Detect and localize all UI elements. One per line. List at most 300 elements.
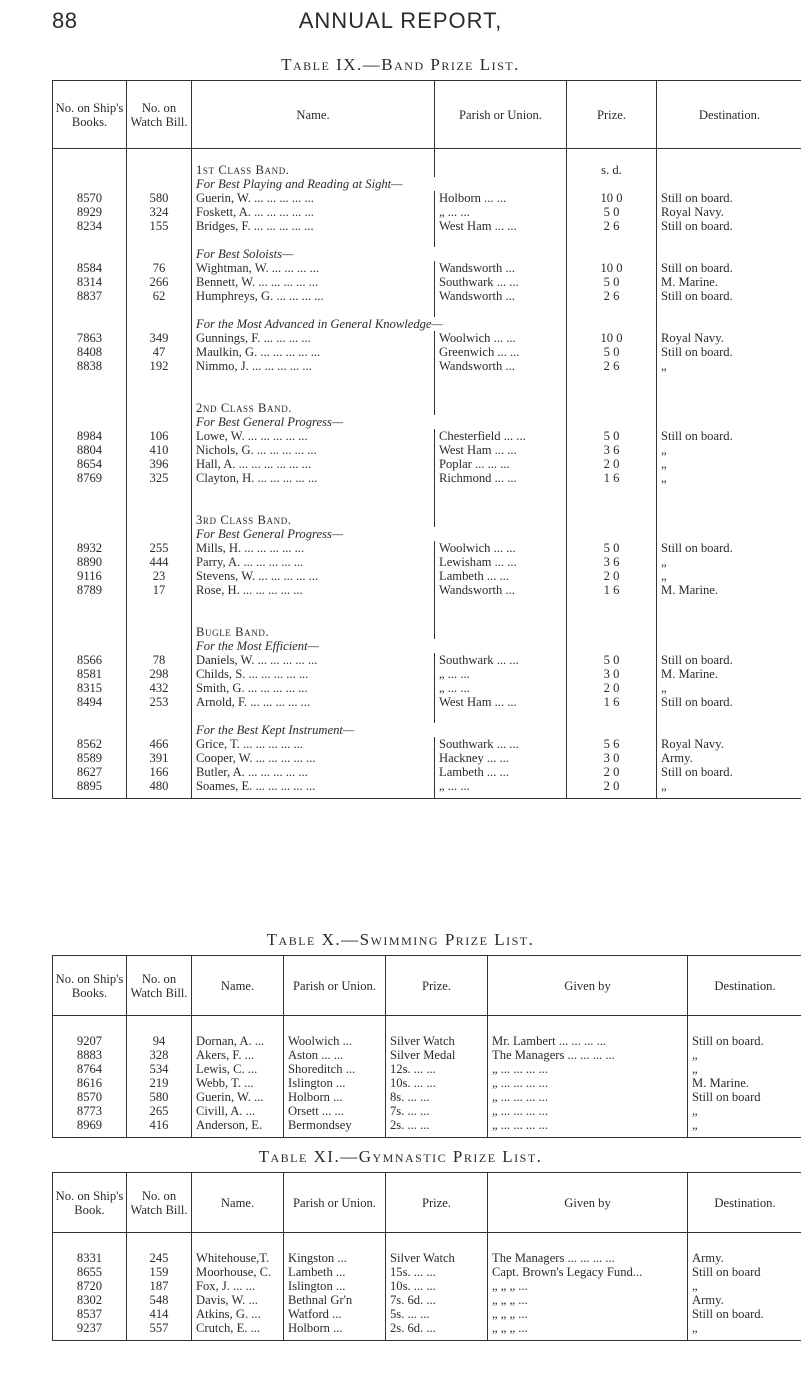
table-cell: 8494 (53, 695, 127, 709)
cell (567, 177, 657, 191)
table-cell: Moorhouse, C. (192, 1265, 284, 1279)
table-cell: „ „ „ ... (488, 1293, 688, 1307)
table-cell: 325 (127, 471, 192, 485)
table-cell: Lambeth ... (284, 1265, 386, 1279)
cell (567, 247, 657, 261)
table-cell: 7863 (53, 331, 127, 345)
table-cell: 8764 (53, 1062, 127, 1076)
table-cell: Civill, A. ... (192, 1104, 284, 1118)
table-row (53, 765, 801, 779)
spacer-cell (127, 1335, 192, 1341)
cell (657, 247, 801, 261)
section-subheading: For the Most Advanced in General Knowledge— (192, 317, 567, 331)
spacer-cell (657, 793, 801, 799)
spacer-cell (53, 597, 127, 625)
column-header: No. on Watch Bill. (127, 1173, 192, 1233)
cell (127, 415, 192, 429)
spacer-cell (284, 1132, 386, 1138)
table-cell: 47 (127, 345, 192, 359)
table-cell: 8589 (53, 751, 127, 765)
cell (657, 177, 801, 191)
table-row (53, 331, 801, 345)
table-cell: „ (657, 569, 801, 583)
spacer-cell (657, 373, 801, 401)
table-cell: Holborn ... ... (435, 191, 567, 205)
table-cell: „ ... ... (435, 667, 567, 681)
table-xi-title: Table XI.—Gymnastic Prize List. (258, 1147, 543, 1166)
spacer-cell (127, 1016, 192, 1034)
table-row (53, 261, 801, 275)
cell (53, 625, 127, 639)
table-cell: 8331 (53, 1251, 127, 1265)
table-cell: 8838 (53, 359, 127, 373)
spacer-cell (435, 303, 567, 317)
section-heading: 2nd Class Band. (192, 401, 435, 415)
spacer-cell (284, 1335, 386, 1341)
table-cell: 432 (127, 681, 192, 695)
table-cell: 166 (127, 765, 192, 779)
spacer-cell (192, 149, 435, 163)
column-header: Parish or Union. (284, 956, 386, 1016)
table-cell: „ (688, 1279, 801, 1293)
table-cell: Lewis, C. ... (192, 1062, 284, 1076)
table-cell: 187 (127, 1279, 192, 1293)
table-cell: Woolwich ... (284, 1034, 386, 1048)
table-cell: 3 6 (567, 443, 657, 457)
cell (657, 415, 801, 429)
spacer-cell (488, 1335, 688, 1341)
table-row (53, 653, 801, 667)
spacer-cell (127, 1233, 192, 1251)
table-cell: 396 (127, 457, 192, 471)
table-cell: 8984 (53, 429, 127, 443)
table-cell: Butler, A. ... ... ... ... ... (192, 765, 435, 779)
table-row (53, 583, 801, 597)
table-cell: Guerin, W. ... (192, 1090, 284, 1104)
table-cell: „ ... ... ... ... (488, 1104, 688, 1118)
table-cell: Watford ... (284, 1307, 386, 1321)
spacer-cell (53, 373, 127, 401)
table-row (53, 289, 801, 303)
spacer-cell (127, 303, 192, 317)
table-cell: 78 (127, 653, 192, 667)
table-cell: Webb, T. ... (192, 1076, 284, 1090)
column-header: Name. (192, 956, 284, 1016)
table-cell: 8890 (53, 555, 127, 569)
spacer-cell (567, 303, 657, 317)
cell (53, 177, 127, 191)
table-cell: 3 0 (567, 751, 657, 765)
spacer-cell (127, 597, 192, 625)
table-cell: 8562 (53, 737, 127, 751)
spacer-cell (192, 1233, 284, 1251)
cell (53, 401, 127, 415)
table-cell: Still on board. (657, 653, 801, 667)
table-cell: Smith, G. ... ... ... ... ... (192, 681, 435, 695)
cell (567, 415, 657, 429)
table-cell: Still on board. (657, 345, 801, 359)
table-cell: „ ... ... ... ... (488, 1090, 688, 1104)
table-cell: „ (657, 681, 801, 695)
table-cell: Richmond ... ... (435, 471, 567, 485)
spacer-cell (192, 233, 435, 247)
table-cell: Shoreditch ... (284, 1062, 386, 1076)
table-cell: 8584 (53, 261, 127, 275)
table-row (53, 471, 801, 485)
table-cell: 324 (127, 205, 192, 219)
table-cell: 414 (127, 1307, 192, 1321)
cell (657, 513, 801, 527)
table-cell: 5 0 (567, 345, 657, 359)
table-cell: „ „ „ ... (488, 1307, 688, 1321)
table-row (53, 1062, 801, 1076)
spacer-cell (192, 303, 435, 317)
table-cell: Davis, W. ... (192, 1293, 284, 1307)
table-cell: „ ... ... (435, 681, 567, 695)
table-cell: Atkins, G. ... (192, 1307, 284, 1321)
table-cell: 8895 (53, 779, 127, 793)
table-row (53, 275, 801, 289)
spacer-cell (435, 597, 567, 625)
column-header: Prize. (386, 1173, 488, 1233)
table-cell: Nichols, G. ... ... ... ... ... (192, 443, 435, 457)
table-cell: Still on board. (688, 1034, 801, 1048)
table-cell: 1 6 (567, 583, 657, 597)
table-cell: Still on board. (657, 541, 801, 555)
table-cell: 557 (127, 1321, 192, 1335)
table-cell: 8315 (53, 681, 127, 695)
table-cell: 8570 (53, 1090, 127, 1104)
spacer-cell (127, 233, 192, 247)
cell (127, 625, 192, 639)
cell (657, 163, 801, 177)
table-cell: M. Marine. (657, 667, 801, 681)
table-cell: Poplar ... ... ... (435, 457, 567, 471)
spacer-cell (53, 793, 127, 799)
table-cell: 548 (127, 1293, 192, 1307)
table-cell: Still on board. (657, 191, 801, 205)
spacer-cell (386, 1016, 488, 1034)
spacer-cell (192, 1132, 284, 1138)
spacer-cell (567, 373, 657, 401)
table-cell: „ (657, 779, 801, 793)
table-row (53, 205, 801, 219)
table-cell: 8627 (53, 765, 127, 779)
spacer-cell (567, 597, 657, 625)
table-cell: 8932 (53, 541, 127, 555)
table-cell: 391 (127, 751, 192, 765)
spacer-cell (127, 373, 192, 401)
table-cell: 94 (127, 1034, 192, 1048)
table-cell: Stevens, W. ... ... ... ... ... (192, 569, 435, 583)
spacer-cell (192, 485, 435, 513)
table-cell: 410 (127, 443, 192, 457)
cell (53, 639, 127, 653)
spacer-cell (435, 233, 567, 247)
table-row (53, 443, 801, 457)
table-cell: Gunnings, F. ... ... ... ... (192, 331, 435, 345)
table-cell: Whitehouse,T. (192, 1251, 284, 1265)
table-cell: Kingston ... (284, 1251, 386, 1265)
spacer-cell (688, 1016, 801, 1034)
spacer-cell (657, 303, 801, 317)
table-cell: 12s. ... ... (386, 1062, 488, 1076)
spacer-cell (657, 485, 801, 513)
table-cell: Lambeth ... ... (435, 765, 567, 779)
running-head: ANNUAL REPORT, (298, 8, 503, 33)
table-cell: 349 (127, 331, 192, 345)
table-cell: „ (688, 1118, 801, 1132)
table-row (53, 667, 801, 681)
table-cell: Islington ... (284, 1279, 386, 1293)
table-cell: 255 (127, 541, 192, 555)
table-cell: Clayton, H. ... ... ... ... ... (192, 471, 435, 485)
cell (657, 317, 801, 331)
spacer-cell (127, 149, 192, 163)
table-cell: West Ham ... ... (435, 219, 567, 233)
table-cell: Royal Navy. (657, 331, 801, 345)
cell (567, 723, 657, 737)
prize-units (567, 513, 657, 527)
cell (127, 401, 192, 415)
table-cell: 2 6 (567, 219, 657, 233)
column-header: Prize. (386, 956, 488, 1016)
cell (127, 723, 192, 737)
table-cell: The Managers ... ... ... ... (488, 1048, 688, 1062)
table-cell: 444 (127, 555, 192, 569)
table-cell: Bennett, W. ... ... ... ... ... (192, 275, 435, 289)
table-cell: 9116 (53, 569, 127, 583)
column-header: No. on Watch Bill. (127, 81, 192, 149)
prize-units (567, 401, 657, 415)
cell (657, 625, 801, 639)
table-cell: Silver Medal (386, 1048, 488, 1062)
spacer-cell (53, 1132, 127, 1138)
table-cell: „ ... ... (435, 779, 567, 793)
spacer-cell (657, 709, 801, 723)
cell (127, 317, 192, 331)
table-cell: Aston ... ... (284, 1048, 386, 1062)
table-cell: Silver Watch (386, 1251, 488, 1265)
table-cell: „ (688, 1321, 801, 1335)
table-cell: 8804 (53, 443, 127, 457)
table-cell: „ (657, 471, 801, 485)
table-cell: 8789 (53, 583, 127, 597)
table-cell: Southwark ... ... (435, 653, 567, 667)
table-cell: Woolwich ... ... (435, 331, 567, 345)
table-cell: 10 0 (567, 331, 657, 345)
table-cell: 5 0 (567, 205, 657, 219)
column-header: Destination. (688, 1173, 801, 1233)
cell (127, 247, 192, 261)
table-cell: 10s. ... ... (386, 1076, 488, 1090)
table-cell: 155 (127, 219, 192, 233)
column-header: Given by (488, 956, 688, 1016)
table-cell: Capt. Brown's Legacy Fund... (488, 1265, 688, 1279)
cell (53, 415, 127, 429)
table-row (53, 681, 801, 695)
table-cell: 2 6 (567, 359, 657, 373)
table-cell: Lewisham ... ... (435, 555, 567, 569)
table-cell: M. Marine. (657, 275, 801, 289)
table-cell: 8314 (53, 275, 127, 289)
table-cell: 8773 (53, 1104, 127, 1118)
table-cell: Southwark ... ... (435, 737, 567, 751)
table-cell: Soames, E. ... ... ... ... ... (192, 779, 435, 793)
table-cell: Still on board (688, 1090, 801, 1104)
table-cell: 62 (127, 289, 192, 303)
column-header: No. on Ship's Books. (53, 956, 127, 1016)
table-row (53, 1279, 801, 1293)
spacer-cell (53, 149, 127, 163)
table-cell: Wandsworth ... (435, 583, 567, 597)
table-cell: 76 (127, 261, 192, 275)
table-cell: Bethnal Gr'n (284, 1293, 386, 1307)
table-row (53, 1090, 801, 1104)
section-subheading: For Best General Progress— (192, 527, 567, 541)
table-cell: „ (688, 1104, 801, 1118)
table-cell: 5s. ... ... (386, 1307, 488, 1321)
section-heading: 3rd Class Band. (192, 513, 435, 527)
table-cell: 10s. ... ... (386, 1279, 488, 1293)
table-cell: Maulkin, G. ... ... ... ... ... (192, 345, 435, 359)
table-cell: Still on board. (657, 765, 801, 779)
prize-units (567, 625, 657, 639)
table-cell: Grice, T. ... ... ... ... ... (192, 737, 435, 751)
spacer-cell (192, 597, 435, 625)
cell (53, 723, 127, 737)
table-cell: Wandsworth ... (435, 289, 567, 303)
column-header: Name. (192, 81, 435, 149)
table-row (53, 541, 801, 555)
section-heading: 1st Class Band. (192, 163, 435, 177)
spacer-cell (488, 1233, 688, 1251)
table-ix-title: Table IX.—Band Prize List. (281, 55, 520, 74)
spacer-cell (53, 1233, 127, 1251)
spacer-cell (567, 709, 657, 723)
table-row (53, 1034, 801, 1048)
table-row (53, 1307, 801, 1321)
column-header: Name. (192, 1173, 284, 1233)
spacer-cell (53, 709, 127, 723)
table-cell: Silver Watch (386, 1034, 488, 1048)
table-cell: „ (657, 457, 801, 471)
table-cell: 8537 (53, 1307, 127, 1321)
table-cell: „ ... ... ... ... (488, 1118, 688, 1132)
table-cell: „ (657, 443, 801, 457)
cell (435, 401, 567, 415)
cell (127, 639, 192, 653)
spacer-cell (192, 1016, 284, 1034)
table-row (53, 1265, 801, 1279)
table-cell: Royal Navy. (657, 205, 801, 219)
spacer-cell (127, 793, 192, 799)
table-row (53, 191, 801, 205)
table-cell: Wandsworth ... (435, 359, 567, 373)
spacer-cell (53, 1335, 127, 1341)
table-cell: 2 0 (567, 457, 657, 471)
column-header: No. on Watch Bill. (127, 956, 192, 1016)
table-cell: „ ... ... ... ... (488, 1062, 688, 1076)
table-cell: 5 0 (567, 275, 657, 289)
table-cell: M. Marine. (688, 1076, 801, 1090)
table-cell: 245 (127, 1251, 192, 1265)
cell (435, 625, 567, 639)
table-row (53, 1293, 801, 1307)
table-cell: Still on board. (657, 289, 801, 303)
spacer-cell (386, 1233, 488, 1251)
table-cell: 3 0 (567, 667, 657, 681)
table-cell: „ (657, 555, 801, 569)
table-cell: 192 (127, 359, 192, 373)
table-cell: Arnold, F. ... ... ... ... ... (192, 695, 435, 709)
table-cell: 5 0 (567, 653, 657, 667)
column-header: Parish or Union. (284, 1173, 386, 1233)
table-cell: 416 (127, 1118, 192, 1132)
table-cell: 265 (127, 1104, 192, 1118)
spacer-cell (688, 1335, 801, 1341)
table-cell: Orsett ... ... (284, 1104, 386, 1118)
table-cell: Still on board. (657, 261, 801, 275)
section-subheading: For Best General Progress— (192, 415, 567, 429)
spacer-cell (53, 1016, 127, 1034)
cell (567, 639, 657, 653)
table-cell: 17 (127, 583, 192, 597)
swimming-prize-table (52, 955, 801, 1138)
table-cell: 8408 (53, 345, 127, 359)
table-cell: „ (657, 359, 801, 373)
column-header: Destination. (688, 956, 801, 1016)
section-subheading: For Best Playing and Reading at Sight— (192, 177, 567, 191)
section-subheading: For the Most Efficient— (192, 639, 567, 653)
table-cell: 8769 (53, 471, 127, 485)
section-heading: Bugle Band. (192, 625, 435, 639)
spacer-cell (192, 709, 435, 723)
table-cell: Still on board. (657, 219, 801, 233)
table-cell: Nimmo, J. ... ... ... ... ... (192, 359, 435, 373)
table-cell: 1 6 (567, 471, 657, 485)
table-cell: 2 0 (567, 681, 657, 695)
table-cell: Islington ... (284, 1076, 386, 1090)
cell (53, 247, 127, 261)
prize-units: s. d. (567, 163, 657, 177)
section-subheading: For Best Soloists— (192, 247, 567, 261)
table-cell: 5 6 (567, 737, 657, 751)
table-cell: 8655 (53, 1265, 127, 1279)
cell (657, 723, 801, 737)
table-cell: 8929 (53, 205, 127, 219)
table-row (53, 457, 801, 471)
table-row (53, 1048, 801, 1062)
table-x-title: Table X.—Swimming Prize List. (266, 930, 535, 949)
spacer-cell (435, 793, 567, 799)
table-row (53, 1076, 801, 1090)
spacer-cell (53, 485, 127, 513)
cell (567, 527, 657, 541)
spacer-cell (567, 149, 657, 163)
table-cell: Wightman, W. ... ... ... ... (192, 261, 435, 275)
table-cell: Fox, J. ... ... (192, 1279, 284, 1293)
cell (127, 527, 192, 541)
cell (435, 163, 567, 177)
table-cell: 328 (127, 1048, 192, 1062)
table-cell: Bridges, F. ... ... ... ... ... (192, 219, 435, 233)
table-cell: „ ... ... (435, 205, 567, 219)
table-cell: Royal Navy. (657, 737, 801, 751)
table-cell: „ „ „ ... (488, 1279, 688, 1293)
table-cell: 8570 (53, 191, 127, 205)
table-row (53, 751, 801, 765)
